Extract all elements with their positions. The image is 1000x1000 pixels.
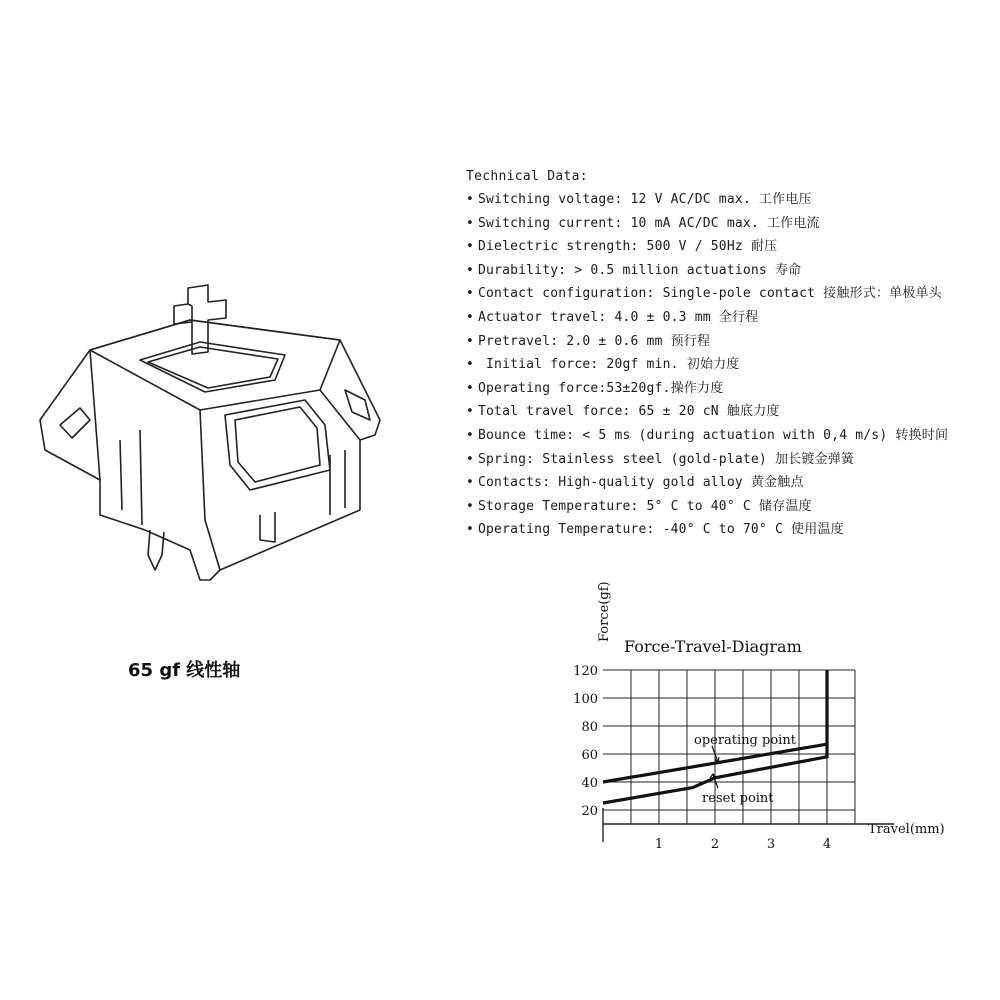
technical-data-title: Technical Data: <box>466 169 588 184</box>
spec-text: Bounce time: < 5 ms (during actuation with 0,4 m/s) 转换时间 <box>478 427 949 443</box>
reset-point-label: reset point <box>702 791 774 806</box>
spec-text: Storage Temperature: 5° C to 40° C 储存温度 <box>478 498 812 514</box>
x-tick-label: 1 <box>654 837 664 852</box>
spec-text: Total travel force: 65 ± 20 cN 触底力度 <box>478 404 780 420</box>
spec-text: Pretravel: 2.0 ± 0.6 mm 预行程 <box>478 333 711 349</box>
spec-item <box>466 448 986 472</box>
x-tick-label: 2 <box>710 837 720 852</box>
y-tick-label: 40 <box>581 776 598 791</box>
spec-item <box>466 259 986 283</box>
spec-text: Operating force:53±20gf.操作力度 <box>478 380 724 396</box>
bullet-icon: • <box>466 404 475 420</box>
y-axis-label: Force(gf) <box>597 581 612 642</box>
spec-item <box>466 188 986 212</box>
spec-text: Operating Temperature: -40° C to 70° C 使用温度 <box>478 522 844 538</box>
bullet-icon: • <box>466 522 475 538</box>
spec-item <box>466 353 986 377</box>
spec-item <box>466 424 986 448</box>
bullet-icon: • <box>466 286 475 302</box>
spec-item <box>466 377 986 401</box>
spec-text: Spring: Stainless steel (gold-plate) 加长镀金弹簧 <box>478 451 855 467</box>
spec-text: Durability: > 0.5 million actuations 寿命 <box>478 262 802 278</box>
product-label: 65 gf 线性轴 <box>128 660 241 681</box>
force-travel-diagram <box>560 570 980 870</box>
bullet-icon: • <box>466 451 475 467</box>
bullet-icon: • <box>466 333 475 349</box>
operating-point-label: operating point <box>694 733 796 748</box>
x-tick-label: 4 <box>822 837 832 852</box>
spec-text: Switching current: 10 mA AC/DC max. 工作电流 <box>478 215 820 231</box>
spec-text: Initial force: 20gf min. 初始力度 <box>478 357 740 373</box>
bullet-icon: • <box>466 427 475 443</box>
spec-item <box>466 330 986 354</box>
bullet-icon: • <box>466 498 475 514</box>
spec-item <box>466 518 986 542</box>
spec-text: Actuator travel: 4.0 ± 0.3 mm 全行程 <box>478 309 759 325</box>
x-axis-label: Travel(mm) <box>868 822 945 837</box>
bullet-icon: • <box>466 357 475 373</box>
spec-item <box>466 282 986 306</box>
spec-item <box>466 306 986 330</box>
bullet-icon: • <box>466 380 475 396</box>
spec-list <box>466 188 986 542</box>
y-tick-label: 60 <box>581 748 598 763</box>
switch-illustration <box>30 280 390 600</box>
bullet-icon: • <box>466 475 475 491</box>
spec-item <box>466 235 986 259</box>
spec-item <box>466 212 986 236</box>
spec-text: Contacts: High-quality gold alloy 黄金触点 <box>478 475 804 491</box>
spec-item <box>466 495 986 519</box>
y-tick-label: 20 <box>581 804 598 819</box>
y-tick-label: 100 <box>573 692 598 707</box>
spec-item <box>466 400 986 424</box>
spec-text: Switching voltage: 12 V AC/DC max. 工作电压 <box>478 192 812 207</box>
bullet-icon: • <box>466 309 475 325</box>
y-tick-label: 120 <box>573 664 598 679</box>
bullet-icon: • <box>466 262 475 278</box>
spec-text: Contact configuration: Single-pole contact 接触形式：单极单头 <box>478 286 942 302</box>
spec-text: Dielectric strength: 500 V / 50Hz 耐压 <box>478 239 778 255</box>
spec-item <box>466 471 986 495</box>
bullet-icon: • <box>466 192 475 207</box>
bullet-icon: • <box>466 239 475 255</box>
bullet-icon: • <box>466 215 475 231</box>
diagram-title: Force-Travel-Diagram <box>624 637 802 656</box>
y-tick-label: 80 <box>581 720 598 735</box>
technical-data <box>466 166 986 542</box>
x-tick-label: 3 <box>766 837 776 852</box>
